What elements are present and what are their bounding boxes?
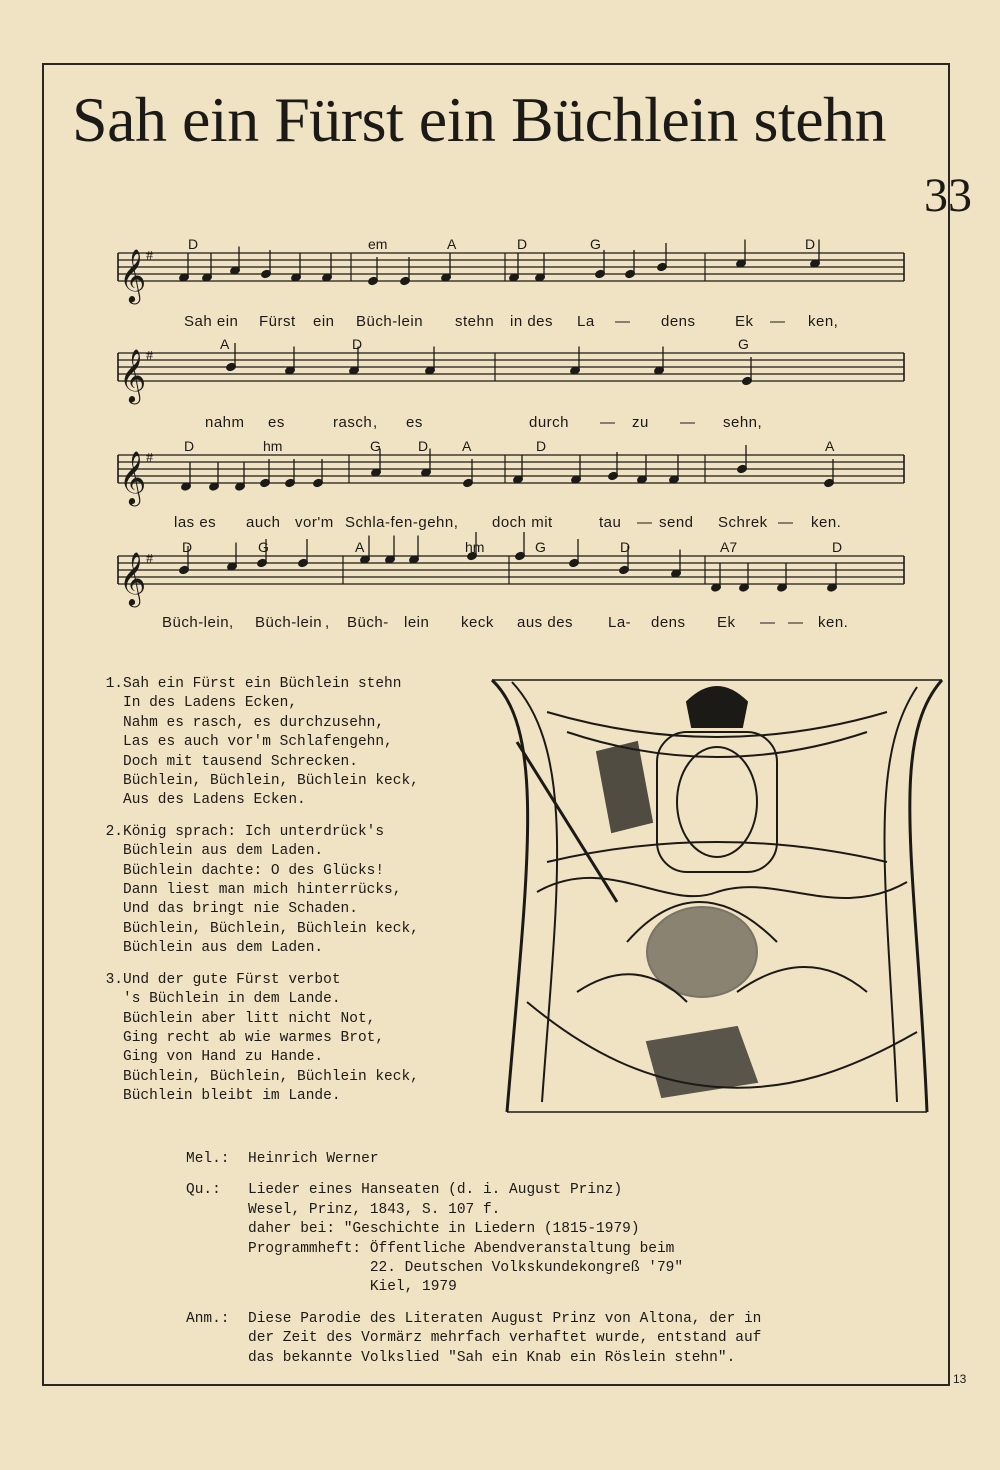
note-line: 22. Deutschen Volkskundekongreß '79" [248,1260,684,1277]
note-source [186,1181,906,1297]
chord-symbol: A [462,438,472,454]
chord-symbol: G [370,438,381,454]
note [824,459,835,488]
treble-clef-icon: 𝄞 [119,551,147,605]
lyric-syllable: keck [461,614,494,631]
note [657,243,668,272]
sharp-icon: # [146,349,153,364]
chord-symbol: G [590,236,601,252]
note [595,250,606,279]
note [235,463,246,492]
chord-symbol: D [620,539,631,555]
verse-line: 's Büchlein in dem Lande. [123,991,341,1008]
note-line: Wesel, Prinz, 1843, S. 107 f. [248,1201,501,1218]
lyric-syllable: auch [246,514,281,531]
note [400,257,411,286]
note [671,550,682,579]
verse-line: Büchlein, Büchlein, Büchlein keck, [123,1068,419,1085]
verse-1 [92,675,492,811]
chord-symbol: D [517,236,528,252]
note [608,452,619,481]
note-line: Diese Parodie des Literaten August Prinz von Altona, der in [248,1310,762,1327]
chord-symbol: hm [263,438,283,454]
note [571,456,582,485]
note [827,564,838,593]
note-melody [186,1150,906,1169]
chord-symbol: D [188,236,199,252]
note [737,445,748,474]
verse-line: Und der gute Fürst verbot [123,971,341,988]
verse-line: Las es auch vor'm Schlafengehn, [123,734,393,751]
note [368,257,379,286]
lyric-syllable: ken. [811,514,842,531]
lyric-syllable: in des [510,313,554,330]
verse-line: Nahm es rasch, es durchzusehn, [123,714,385,731]
verse-line: König sprach: Ich unterdrück's [123,823,385,840]
source-notes [186,1150,906,1380]
note [742,357,753,386]
note [261,250,272,279]
note [463,459,474,488]
lyric-syllable: — [778,514,794,531]
chord-symbol: D [832,539,843,555]
lyric-syllable: es [268,414,285,431]
note [509,254,520,283]
lyric-syllable: ein [313,313,335,330]
note [298,539,309,568]
note [285,459,296,488]
lyric-syllable: La- [608,614,632,631]
note [637,456,648,485]
lyric-syllable: ken. [818,614,849,631]
lyric-syllable: Büch-lein [356,313,424,330]
lyric-syllable: vor'm [295,514,334,531]
chord-symbol: A7 [720,539,738,555]
verse-line: Büchlein aus dem Laden. [123,843,324,860]
note [230,247,241,276]
lyric-syllable: lein [404,614,430,631]
note [711,564,722,593]
verse-line: Ging von Hand zu Hande. [123,1049,324,1066]
chord-symbol: G [258,539,269,555]
lyric-syllable: Büch-lein, [162,614,234,631]
chord-symbol: G [535,539,546,555]
note-line: das bekannte Volkslied "Sah ein Knab ein Röslein stehn". [248,1349,736,1366]
lyric-syllable: Sah ein [184,313,239,330]
page-number: 13 [953,1372,967,1386]
note [385,536,396,565]
lyric-syllable: — [770,313,786,330]
chord-symbol: D [536,438,547,454]
note-remark [186,1310,906,1368]
lyric-syllable: La [577,313,595,330]
note [179,254,190,283]
verse-line: Büchlein, Büchlein, Büchlein keck, [123,773,419,790]
verse-2 [92,823,492,959]
lyric-syllable: , [325,614,330,631]
sharp-icon: # [146,451,153,466]
lyric-syllable: zu [632,414,649,431]
lyric-syllable: — [760,614,776,631]
lyric-syllable: Fürst [259,313,296,330]
note [513,456,524,485]
lyric-syllable: Ek [717,614,736,631]
note-line: Lieder eines Hanseaten (d. i. August Prinz) [248,1182,623,1199]
verse-line: Und das bringt nie Schaden. [123,901,358,918]
lyric-syllable: — [600,414,616,431]
lyric-syllable: nahm [205,414,245,431]
note [625,250,636,279]
chord-symbol: em [368,236,388,252]
verse-number: 2. [105,823,123,840]
lyric-syllable: dens [651,614,686,631]
note [202,254,213,283]
note-line: der Zeit des Vormärz mehrfach verhaftet wurde, entstand auf [248,1330,762,1347]
chord-symbol: A [355,539,365,555]
note [322,254,333,283]
chord-symbol: A [220,336,230,352]
song-number: 33 [924,169,972,222]
lyric-syllable: durch [529,414,570,431]
lyric-syllable: Ek [735,313,754,330]
sharp-icon: # [146,552,153,567]
lyric-syllable: Schla-fen-gehn, [345,514,459,531]
chord-symbol: G [738,336,749,352]
note-label: Anm.: [186,1310,230,1327]
lyric-syllable: stehn [455,313,495,330]
treble-clef-icon: 𝄞 [119,348,147,402]
lyric-syllable: ken, [808,313,839,330]
lyric-syllable: Büch-lein [255,614,323,631]
note-line: Kiel, 1979 [248,1279,457,1296]
verse-number: 3. [105,971,123,988]
lyric-syllable: Büch- [347,614,389,631]
note [777,564,788,593]
lyric-syllable: doch mit [492,514,553,531]
verse-line: Büchlein aus dem Laden. [123,940,324,957]
chord-symbol: D [184,438,195,454]
lyric-syllable: send [659,514,694,531]
note-line: Programmheft: Öffentliche Abendveranstaltung beim [248,1240,675,1257]
sheet-music [0,0,1000,660]
chord-symbol: D [352,336,363,352]
note [291,254,302,283]
note [535,254,546,283]
note [654,347,665,376]
lyric-syllable: dens [661,313,696,330]
lyric-syllable: Schrek [718,514,768,531]
lyric-syllable: — [680,414,696,431]
note [181,463,192,492]
note-line: Heinrich Werner [248,1151,379,1167]
verse-line: Aus des Ladens Ecken. [123,792,306,809]
chord-symbol: A [825,438,835,454]
lyric-syllable: , [373,414,378,431]
note [409,536,420,565]
chord-symbol: hm [465,539,485,555]
lyric-syllable: tau [599,514,622,531]
note [313,459,324,488]
lyric-syllable: sehn, [723,414,763,431]
lyric-syllable: — [615,313,631,330]
note [209,463,220,492]
verse-line: Ging recht ab wie warmes Brot, [123,1029,385,1046]
note [736,240,747,269]
verse-line: Sah ein Fürst ein Büchlein stehn [123,676,402,692]
verse-line: In des Ladens Ecken, [123,695,298,712]
treble-clef-icon: 𝄞 [119,450,147,504]
note [739,564,750,593]
lyric-syllable: las es [174,514,217,531]
note [515,532,526,561]
verse-line: Büchlein bleibt im Lande. [123,1088,341,1105]
verse-line: Büchlein, Büchlein, Büchlein keck, [123,920,419,937]
verse-line: Büchlein aber litt nicht Not, [123,1010,376,1027]
chord-symbols [182,236,842,555]
lyric-syllable: aus des [517,614,574,631]
note [425,347,436,376]
verse-3 [92,971,492,1107]
note-label: Qu.: [186,1182,221,1199]
treble-clef-icon: 𝄞 [119,248,147,302]
lyric-syllable: es [406,414,423,431]
verse-line: Doch mit tausend Schrecken. [123,753,358,770]
note [285,347,296,376]
verses [92,675,492,1119]
note-label: Mel.: [186,1151,230,1167]
sharp-icon: # [146,249,153,264]
note [227,543,238,572]
note [260,459,271,488]
note [441,254,452,283]
chord-symbol: D [418,438,429,454]
note [570,347,581,376]
verse-line: Dann liest man mich hinterrücks, [123,882,402,899]
verse-line: Büchlein dachte: O des Glücks! [123,862,385,879]
chord-symbol: D [805,236,816,252]
lyric-syllable: rasch [333,414,373,431]
verse-number: 1. [105,676,123,692]
note-line: daher bei: "Geschichte in Liedern (1815-1979) [248,1221,640,1238]
note [569,539,580,568]
chord-symbol: D [182,539,193,555]
note [669,456,680,485]
lyric-syllable: — [788,614,804,631]
chord-symbol: A [447,236,457,252]
song-title: Sah ein Fürst ein Büchlein stehn [72,84,887,155]
illustration-prince-reading-in-bed [487,672,947,1122]
lyric-syllable: — [637,514,653,531]
